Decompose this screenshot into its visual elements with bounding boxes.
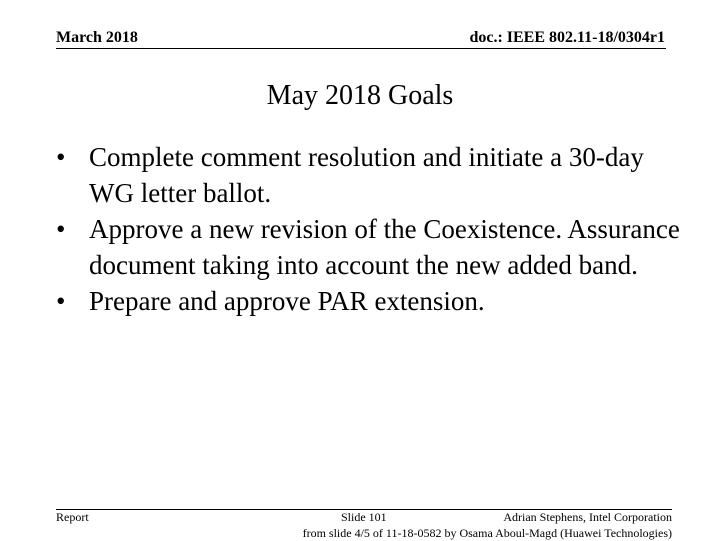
footer-source: from slide 4/5 of 11-18-0582 by Osama Aboul-Magd (Huawei Technologies) bbox=[302, 526, 672, 540]
footer-slide-number: Slide 101 bbox=[341, 510, 387, 524]
bullet-item bbox=[56, 211, 686, 283]
bullet-text: Complete comment resolution and initiate a 30-day WG letter ballot. bbox=[89, 142, 644, 208]
bullet-item bbox=[56, 139, 686, 211]
bullet-text: Approve a new revision of the Coexistence. Assurance document taking into account the new added band. bbox=[89, 214, 680, 280]
header-date: March 2018 bbox=[56, 29, 138, 46]
footer-category: Report bbox=[56, 510, 89, 524]
bullet-marker: • bbox=[56, 214, 66, 244]
bullet-marker: • bbox=[56, 286, 66, 316]
bullet-list bbox=[56, 139, 686, 319]
header-divider bbox=[56, 48, 666, 49]
bullet-text: Prepare and approve PAR extension. bbox=[89, 286, 485, 316]
slide-title: May 2018 Goals bbox=[266, 80, 454, 111]
bullet-marker: • bbox=[56, 142, 66, 172]
bullet-item bbox=[56, 283, 686, 319]
footer-author: Adrian Stephens, Intel Corporation bbox=[503, 510, 672, 524]
header-doc-id: doc.: IEEE 802.11-18/0304r1 bbox=[469, 29, 665, 46]
